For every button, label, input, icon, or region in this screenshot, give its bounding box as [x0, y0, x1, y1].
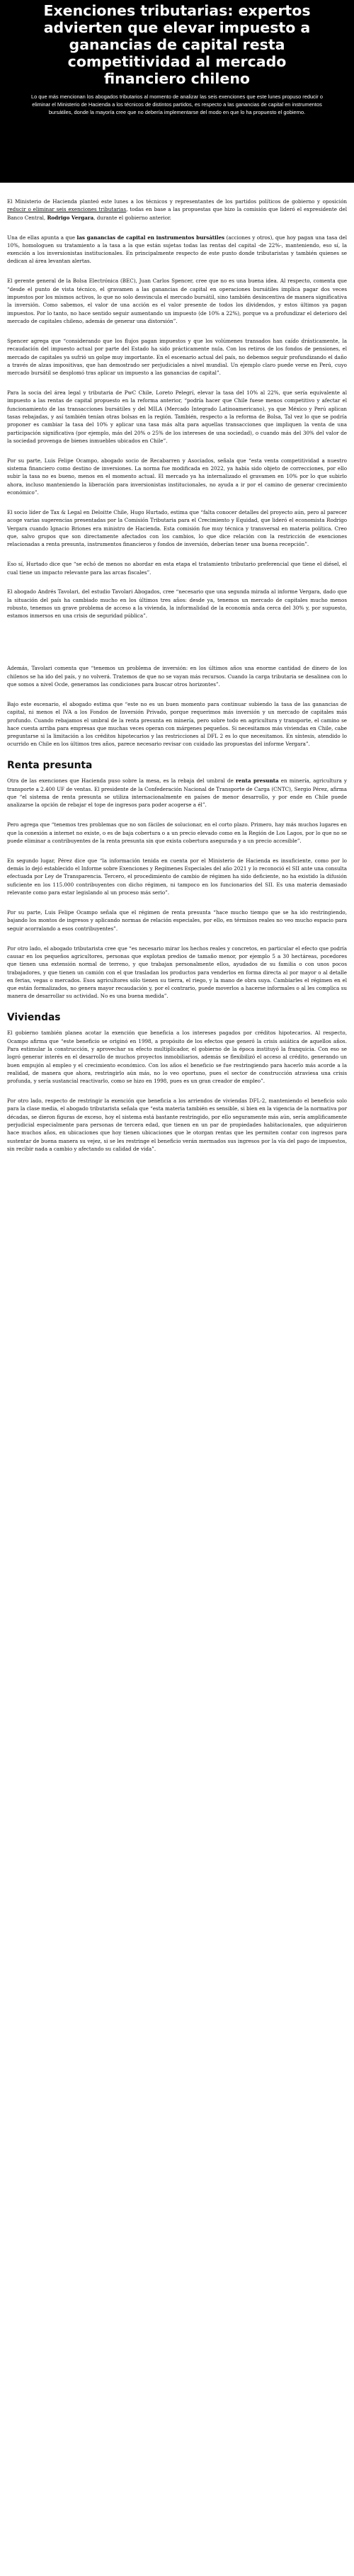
article-paragraph [7, 234, 347, 266]
paragraph-text: Para la socia del área legal y tributaria de PwC Chile, Loreto Pelegrí, elevar la tasa del 10% al 22%, que sería equivalente al impuesto a las rentas de capital propuesto en la reforma anterior, “podría hacer que Chile fuese menos competitivo y afectar el funcionamiento de las transacciones bursátiles y del MILA (Mercado Integrado Latinoamericano), ya que México y Perú aplican tasas rebajadas, y así también tenían otras bolsas en la región. También, respecto a la reforma de Bolsa, Tal vez lo que se podría proponer es cambiar la tasa del 10% y aplicar una tasa más alta para aquellas transacciones que impliquen la venta de una participación significativa (por ejemplo, más del 20% o 25% de los intereses de una sociedad), o cuando más del 30% del valor de la sociedad provenga de bienes inmuebles ubicados en Chile”. [7, 389, 347, 444]
paragraph-text: Eso sí, Hurtado dice que “se echó de menos no abordar en esta etapa el tratamiento tributario preferencial que tiene el diésel, el cual tiene un impacto relevante para las arcas fiscales”. [7, 561, 347, 576]
section-spacer [7, 632, 347, 664]
paragraph-text: , todas en base a las propuestas que hizo la comisión que lideró el expresidente del Banco Central, [7, 206, 347, 221]
article-paragraph [7, 457, 347, 496]
article-body [0, 183, 354, 2576]
article-header [0, 0, 354, 134]
paragraph-text: Bajo este escenario, el abogado estima que “este no es un buen momento para continuar subiendo la tasa de las ganancias de capital, ni menos el IVA a los Fondos de Inversión Privado, porque requerimos más inversión y un mercado de capitales más profundo. Cuando rebajamos el umbral de la renta presunta en minería, pero sobre todo en agricultura y transporte, el camino se hace cuesta arriba para empresas que muchas veces operan con márgenes pequeños. Si necesitamos más viviendas en Chile, cabe preguntarse si la limitación a los créditos hipotecarios y las restricciones al DFL 2 es lo que necesitamos. En síntesis, atendido lo ocurrido en Chile en los últimos tres años, parece necesario revisar con cuidado las propuestas del informe Vergara”. [7, 700, 347, 748]
paragraph-text: Una de ellas apunta a que [7, 234, 77, 241]
paragraph-text: Por su parte, Luis Felipe Ocampo señala que el régimen de renta presunta “hace mucho tiempo que se ha ido restringiendo, bajando los montos de ingresos y aplicando normas de relación especiales, por ello, en términos reales no veo mucho espacio para seguir acorralando a esos contribuyentes”. [7, 909, 347, 932]
paragraph-text: El socio líder de Tax & Legal en Deloitte Chile, Hugo Hurtado, estima que “falta conocer detalles del proyecto aún, pero al parecer acoge varias sugerencias presentadas por la Comisión Tributaria para el Crecimiento y Equidad, que lideró el economista Rodrigo Vergara cuando Ignacio Briones era ministro de Hacienda. Esta comisión fue muy técnica y transversal en materia política. Creo que, salvo grupos que son directamente afectados con los cambios, lo que dice relación con la restricción de exenciones relacionadas a renta presunta, instrumentos financieros y fondos de inversión, deberían tener una buena recepción”. [7, 509, 347, 548]
paragraph-text: , durante el gobierno anterior. [93, 214, 171, 221]
bold-text: Rodrigo Vergara [47, 214, 94, 221]
paragraph-text: En segundo lugar, Pérez dice que “la información tenida en cuenta por el Ministerio de Hacienda es insuficiente, como por lo demás lo dejó establecido el Informe sobre Exenciones y Regímenes Especiales del año 2021 y lo reconoció el SII ante una consulta efectuada por Ley de Transparencia. Tercero, el procedimiento de cambio de régimen ha sido deficiente, no ha existido la difusión suficiente en los 115.000 contribuyentes con dicho régimen, ni tampoco en los funcionarios del SII. Es una materia demasiado relevante como para estar legislando al un proceso más serio”. [7, 857, 347, 896]
article-paragraph [7, 588, 347, 620]
paragraph-text: Otra de las exenciones que Hacienda puso sobre la mesa, es la rebaja del umbral de [7, 777, 236, 785]
paragraph-text: (acciones y otros), que hoy pagan una tasa del 10%, homologuen su tratamiento a la tasa a la que están sujetas todas las rentas del capital -de 22%-, manteniendo, eso sí, la exención a los inversionistas institucionales. En principalmente respecto de este punto donde tributaristas y también quienes se dedican al área levantan alertas. [7, 234, 347, 265]
article-paragraph [7, 560, 347, 576]
article-paragraph [7, 1097, 347, 1153]
article-paragraph [7, 389, 347, 445]
article-paragraph [7, 908, 347, 933]
article-paragraph [7, 1029, 347, 1085]
paragraph-text: en minería, agricultura y transporte a 2.400 UF de ventas. El presidente de la Confederación Nacional de Transporte de Carga (CNTC), Sergio Pérez, afirma que “el sistema de renta presunta se utiliza internacionalmente en países de menor desarrollo, y por ende en Chile puede analizarse la opción de rebajar el tope de ingresos para poder acogerse a él”. [7, 777, 348, 809]
paragraph-text: El Ministerio de Hacienda planteó este lunes a los técnicos y representantes de los partidos políticos de gobierno y oposición [7, 198, 347, 205]
article-paragraph [7, 945, 347, 1001]
article-paragraph [7, 337, 347, 377]
article-paragraph [7, 508, 347, 548]
section-heading: Renta presunta [7, 760, 93, 772]
article-lead: Lo que más mencionan los abogados tributarios al momento de analizar las seis exenciones que este lunes propuso reducir o eliminar el Ministerio de Hacienda a los técnicos de distintos partidos, es respecto a las ganancias de capital en instrumentos bursátiles, donde la mayoría cree que no debería implementarse del modo en que lo ha propuesto el gobierno. [30, 93, 324, 115]
paragraph-text: El abogado Andrés Tavolari, del estudio Tavolari Abogados, cree “necesario que una segunda mirada al informe Vergara, dado que la situación del país ha cambiado mucho en los últimos tres años: desde ya, tenemos un mercado de capitales mucho menos robusto, tenemos un grave problema de acceso a la vivienda, la informalidad de la economía anda cerca del 30% y, por supuesto, estamos inmersos en una crisis de seguridad pública”. [7, 588, 347, 620]
bold-text: las ganancias de capital en instrumentos bursátiles [76, 234, 225, 241]
paragraph-text: El gobierno también planea acotar la exención que beneficia a los intereses pagados por créditos hipotecarios. Al respecto, Ocampo afirma que “este beneficio se originó en 1998, a propósito de los efectos que generó la crisis asiática de aquellos años. Para estimular la construcción, y aprovechar su efecto multiplicador, el gobierno de la época instituyó la franquicia. Con eso se logró generar interés en el desarrollo de muchos proyectos inmobiliarios, además se flexibilizó el acceso al crédito, generando un buen empujón al empleo y el crecimiento económico. Con los años el beneficio se fue restringiendo para hacerlo más acorde a la realidad, de manera que ahora, restringirlo aún más, no lo veo oportuno, pues el sector de construcción atraviesa una crisis profunda, y sería sustancial reactivarlo, como se hizo en 1998, pues es un gran creador de empleo”. [7, 1030, 347, 1085]
article-paragraph [7, 857, 347, 896]
article-paragraph [7, 277, 347, 325]
paragraph-text: Además, Tavolari comenta que “tenemos un problema de inversión: en los últimos años una enorme cantidad de dinero de los chilenos se ha ido del país, y no volverá. Tratemos de que no se vayan más recursos. Cuando la carga tributaria se desalinea con lo que somos a nivel Ocde, generamos las condiciones para buscar otros horizontes”. [7, 665, 347, 688]
paragraph-text: Por otro lado, el abogado tributarista cree que “es necesario mirar los hechos reales y concretos, en particular el efecto que podría causar en los pequeños agricultores, personas que explotan predios de tamaño menor, por ejemplo 5 a 30 hectáreas, pocedores que tienen una extensión normal de terreno, y que trabajan personalmente ellos, ayudados de su familia o con unos pocos trabajadores, y que tienen un camión con el que trasladan los productos para venderlos en forma directa al por mayor o al detalle en ferias, vegas o mercados. Esos agricultores sólo tienen su tierra, el riego, y la mano de obra suya. Cambiarles el régimen en el que están formalizados, no genera mayor recaudación y, por el contrario, puede moverlos a hacerse informales o al les complica su manera de desarrollar su actividad. No es una buena medida”. [7, 945, 347, 1000]
section-heading: Viviendas [7, 1012, 61, 1024]
inline-link[interactable]: reducir o eliminar seis exenciones tributarias [7, 206, 127, 213]
article-paragraph [7, 198, 347, 222]
bold-text: renta presunta [236, 777, 279, 785]
article-paragraph [7, 664, 347, 688]
article-paragraph [7, 700, 347, 748]
paragraph-text: Spencer agrega que “considerando que los flujos pagan impuestos y que los volúmenes transados han caído drásticamente, la recaudación del impuesto actual por parte del Estado ha sido prácticamente nula. Con los retiros de los fondos de pensiones, el mercado de capitales ya sufrió un golpe muy importante. En el escenario actual del país, no debemos seguir profundizando el daño a través de alzas impositivas, que han demostrado ser perjudiciales a nivel mundial. Un ejemplo claro puede verse en Perú, cuyo mercado bursátil se desplomó tras aplicar un impuesto a las ganancias de capital”. [7, 337, 347, 377]
article-paragraph [7, 821, 347, 845]
paragraph-text: Por otro lado, respecto de restringir la exención que beneficia a los arriendos de viviendas DFL-2, manteniendo el beneficio solo para la clase media, el abogado tributarista señala que “esta materia también es sensible, si bien en la vigencia de la normativa por décadas, se dieron figuras de exceso, hoy el sistema está bastante restringido, por ello seguramente más aún, sería amplificamente perjudicial especialmente para personas de tercera edad, que tienen en un par de propiedades habitacionales, que adquirieron hace muchos años, en ubicaciones que hoy tienen ubicaciones que le otorgan rentas que les permiten contar con ingresos para sustentar de buena manera su vejez, si se les restringe el beneficio verán mermados sus ingresos por la vía del pago de impuestos, sin recibir nada a cambio y afectando su calidad de vida”. [7, 1098, 347, 1152]
paragraph-text: El gerente general de la Bolsa Electrónica (BEC), Juan Carlos Spencer, cree que no es una buena idea. Al respecto, comenta que “desde el punto de vista técnico, el gravamen a las ganancias de capital en operaciones bursátiles implica pagar dos veces impuestos por los mismos activos, lo que no solo desvincula el mercado bursátil, sino también desincentiva de manera significativa la inversión. Como sabemos, el valor de una acción es el valor presente de todos los dividendos, y estos últimos ya pagan impuestos. Por lo tanto, no hace sentido seguir aumentando un impuesto (de 10% a 22%), porque va a profundizar el deterioro del mercado de capitales chileno, además de generar una distorsión”. [7, 278, 347, 324]
paragraph-text: Por su parte, Luis Felipe Ocampo, abogado socio de Recabarren y Asociados, señala que “esta venta competitividad a nuestro sistema financiero como destino de inversiones. La norma fue modificada en 2022, ya había sido objeto de correcciones, por ello subir la tasa no es bueno, menos en el momento actual. El mercado ya ha internalizado el gravamen en 10% por lo que subirlo ahora, incluso manteniendo la liberación para inversionistas institucionales, no ayuda a ir por el camino de generar crecimiento económico”. [7, 457, 347, 496]
paragraph-text: Pero agrega que “tenemos tres problemas que no son fáciles de solucionar, en el corto plazo. Primero, hay más muchos lugares en que la conexión a internet no existe, o es de baja cobertura o a un precio elevado como en la Región de Los Lagos, por lo que no se puede eliminar a contribuyentes de la renta presunta sin que exista cobertura asegurada y a un precio accesible”. [7, 821, 347, 844]
article-title: Exenciones tributarias: expertos advierten que elevar impuesto a ganancias de capital resta competitividad al mercado financiero chileno [43, 2, 311, 87]
article-paragraph [7, 777, 347, 809]
